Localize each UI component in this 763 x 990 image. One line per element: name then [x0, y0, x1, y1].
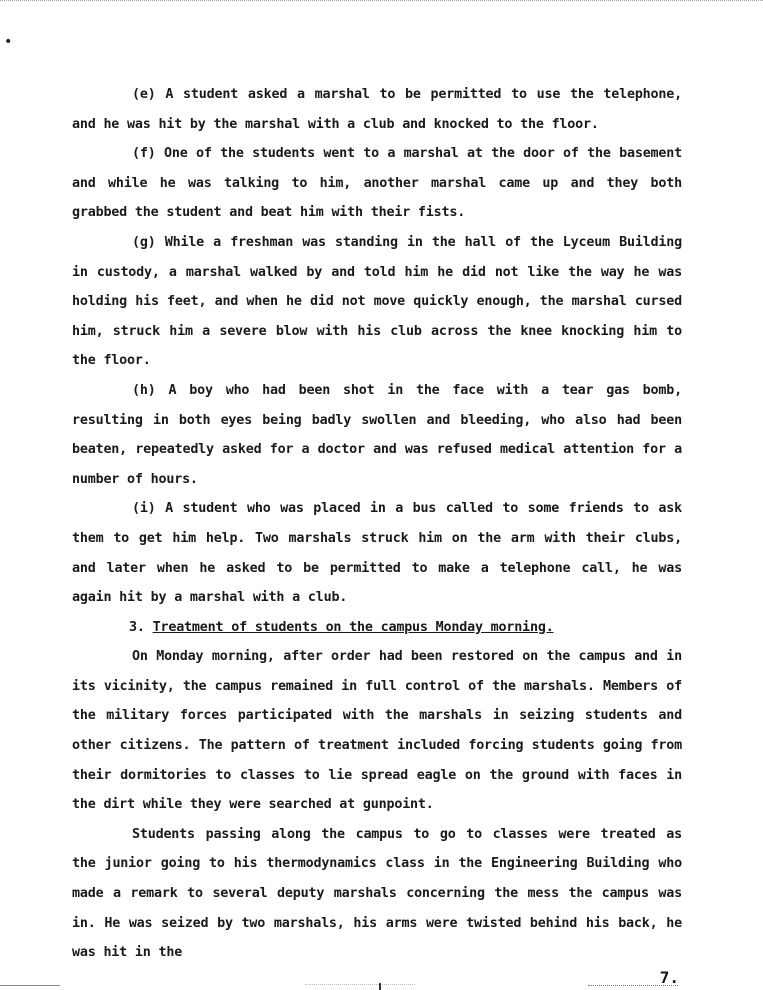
paragraph-h: (h) A boy who had been shot in the face with a tear gas bomb, resulting in both eyes being badly swollen and bleeding, who also had been beaten, repeatedly asked for a doctor and was refused medical attention for a number of hours. — [72, 382, 682, 487]
bottom-rule-middle — [305, 984, 415, 985]
scan-tick-mark — [379, 983, 381, 990]
section-heading-text: Treatment of students on the campus Monday morning. — [152, 619, 554, 635]
bottom-rule-left — [0, 985, 60, 986]
stray-mark: • — [4, 34, 13, 50]
paragraph-f: (f) One of the students went to a marshal at the door of the basement and while he was talking to him, another marshal came up and they both grabbed the student and beat him with their fists. — [72, 146, 682, 221]
paragraph-e: (e) A student asked a marshal to be permitted to use the telephone, and he was hit by the marshal with a club and knocked to the floor. — [72, 87, 682, 132]
paragraph-students-passing: Students passing along the campus to go to classes were treated as the junior going to his thermodynamics class in the Engineering Building who made a remark to several deputy marshals concerning the mess the campus was in. He was seized by two marshals, his arms were twisted behind his back, he was hit in the — [72, 826, 682, 961]
paragraph-monday: On Monday morning, after order had been restored on the campus and in its vicinity, the campus remained in full control of the marshals. Members of the military forces participated with the marshals in seizing students and other citizens. The pattern of treatment included forcing students going from their dormitories to classes to lie spread eagle on the ground with faces in the dirt while they were searched at gunpoint. — [72, 649, 682, 813]
document-body — [72, 80, 682, 968]
page-number: 7. — [659, 968, 679, 987]
section-heading — [72, 613, 682, 643]
top-edge-dots — [0, 0, 763, 1]
section-number: 3. — [129, 619, 145, 635]
paragraph-i: (i) A student who was placed in a bus called to some friends to ask them to get him help. Two marshals struck him on the arm with their clubs, and later when he asked to be permitted to make a telephone call, he was again hit by a marshal with a club. — [72, 501, 682, 606]
paragraph-g: (g) While a freshman was standing in the hall of the Lyceum Building in custody, a marshal walked by and told him he did not like the way he was holding his feet, and when he did not move quickly enough, the marshal cursed him, struck him a severe blow with his club across the knee knocking him to the floor. — [72, 234, 682, 369]
